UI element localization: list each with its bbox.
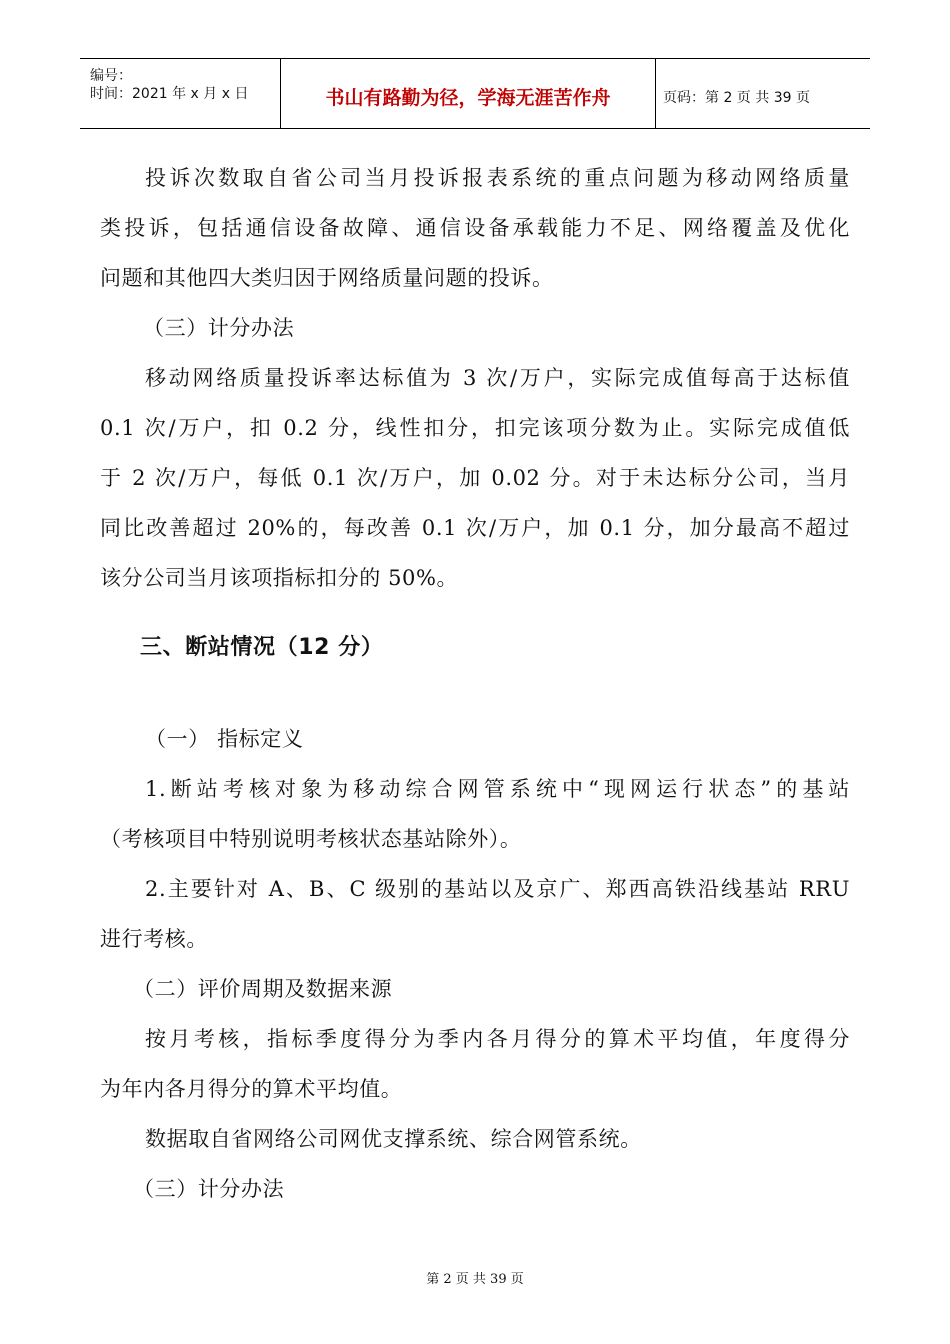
paragraph-line: 数据取自省网络公司网优支撑系统、综合网管系统。: [145, 1127, 642, 1151]
page-code: 页码：第 2 页 共 39 页: [663, 90, 810, 106]
number-label: 编号：: [90, 68, 132, 84]
header-right-cell: [655, 59, 870, 128]
paragraph-line: 0.1 次/万户，扣 0.2 分，线性扣分，扣完该项分数为止。实际完成值低: [100, 416, 850, 440]
paragraph-line: 按月考核，指标季度得分为季内各月得分的算术平均值，年度得分: [145, 1027, 850, 1051]
subsection-heading: （一） 指标定义: [145, 727, 304, 751]
subsection-heading: （三）计分办法: [133, 1177, 285, 1201]
paragraph-line: （考核项目中特别说明考核状态基站除外）。: [100, 827, 522, 851]
paragraph-line: 1.断站考核对象为移动综合网管系统中“现网运行状态”的基站: [145, 777, 850, 801]
subsection-heading: （三）计分办法: [143, 316, 295, 340]
time-label: 时间：2021 年 x 月 x 日: [90, 86, 249, 102]
paragraph-line: 类投诉，包括通信设备故障、通信设备承载能力不足、网络覆盖及优化: [100, 216, 850, 240]
paragraph-line: 问题和其他四大类归因于网络质量问题的投诉。: [100, 266, 554, 290]
paragraph-line: 该分公司当月该项指标扣分的 50%。: [100, 566, 459, 590]
paragraph-line: 进行考核。: [100, 927, 208, 951]
paragraph-line: 于 2 次/万户，每低 0.1 次/万户，加 0.02 分。对于未达标分公司，当月: [100, 466, 850, 490]
subsection-heading: （二）评价周期及数据来源: [133, 977, 393, 1001]
paragraph-line: 投诉次数取自省公司当月投诉报表系统的重点问题为移动网络质量: [145, 166, 850, 190]
paragraph-line: 2.主要针对 A、B、C 级别的基站以及京广、郑西高铁沿线基站 RRU: [145, 877, 850, 901]
page-footer: 第 2 页 共 39 页: [426, 1272, 524, 1287]
page-header: [80, 58, 870, 129]
paragraph-line: 移动网络质量投诉率达标值为 3 次/万户，实际完成值每高于达标值: [145, 366, 850, 390]
paragraph-line: 为年内各月得分的算术平均值。: [100, 1077, 403, 1101]
header-center-cell: [280, 59, 656, 128]
header-left-cell: [80, 59, 280, 128]
paragraph-line: 同比改善超过 20%的，每改善 0.1 次/万户，加 0.1 分，加分最高不超过: [100, 516, 850, 540]
motto-text: 书山有路勤为径，学海无涯苦作舟: [325, 87, 611, 109]
section-heading: 三、断站情况（12 分）: [140, 635, 384, 660]
